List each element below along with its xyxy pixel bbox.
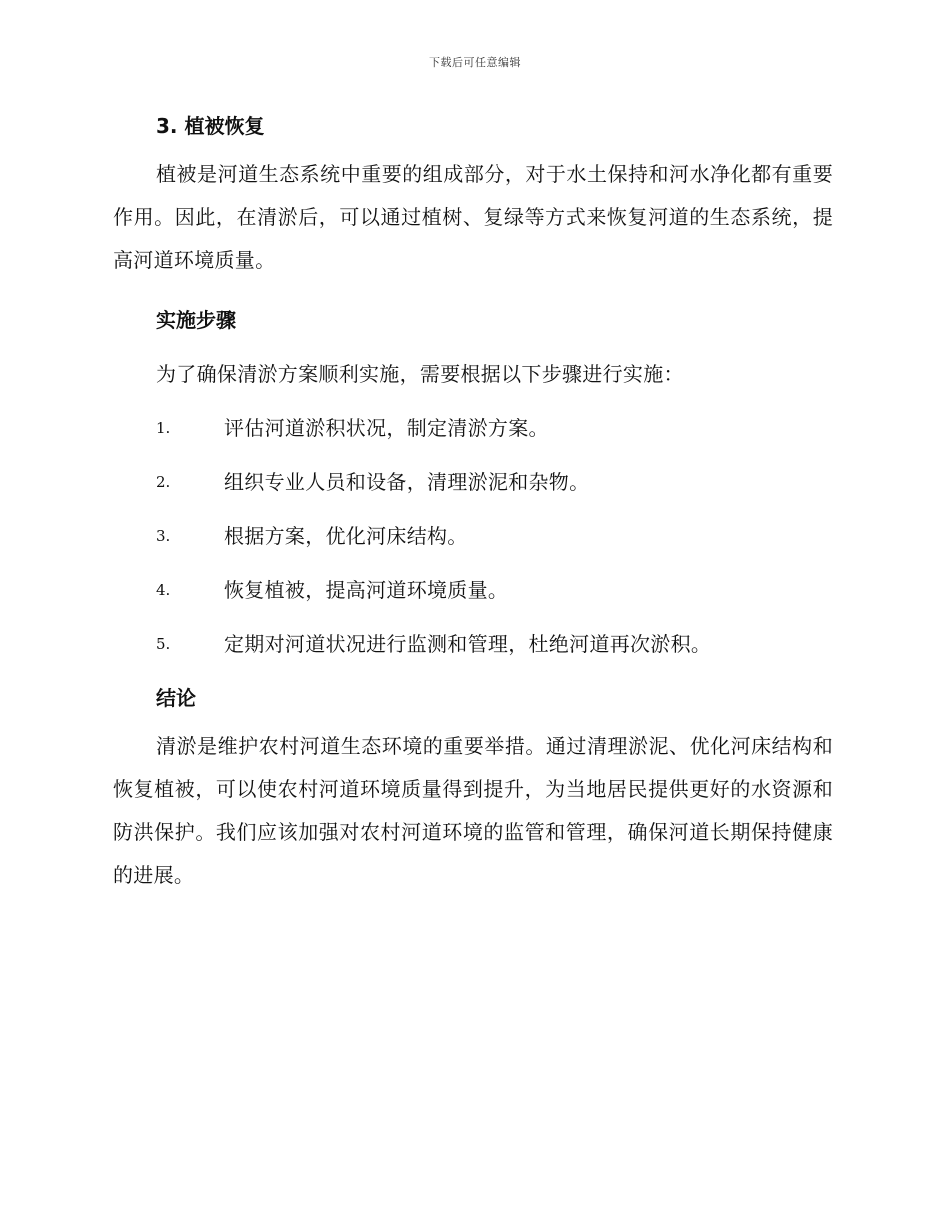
list-item	[113, 630, 833, 658]
list-text: 恢复植被，提高河道环境质量。	[224, 578, 509, 602]
list-text: 评估河道淤积状况，制定清淤方案。	[224, 416, 549, 440]
list-item	[113, 468, 833, 496]
list-text: 定期对河道状况进行监测和管理，杜绝河道再次淤积。	[224, 632, 712, 656]
list-item	[113, 522, 833, 550]
vegetation-paragraph: 植被是河道生态系统中重要的组成部分，对于水土保持和河水净化都有重要作用。因此，在清淤后，可以通过植树、复绿等方式来恢复河道的生态系统，提高河道环境质量。	[113, 162, 833, 272]
list-number: 2.	[156, 473, 171, 491]
list-number: 3.	[156, 527, 171, 545]
document-body	[113, 112, 833, 897]
steps-intro: 为了确保清淤方案顺利实施，需要根据以下步骤进行实施：	[156, 362, 684, 386]
list-number: 4.	[156, 581, 171, 599]
section-heading-vegetation: 3. 植被恢复	[156, 114, 265, 138]
conclusion-paragraph: 清淤是维护农村河道生态环境的重要举措。通过清理淤泥、优化河床结构和恢复植被，可以使农村河道环境质量得到提升，为当地居民提供更好的水资源和防洪保护。我们应该加强对农村河道环境的监管和管理，确保河道长期保持健康的进展。	[113, 734, 833, 887]
list-text: 组织专业人员和设备，清理淤泥和杂物。	[224, 470, 590, 494]
page-header: 下载后可任意编辑	[429, 56, 521, 69]
section-heading-steps: 实施步骤	[156, 308, 236, 332]
list-number: 1.	[156, 419, 171, 437]
list-item	[113, 414, 833, 442]
list-text: 根据方案，优化河床结构。	[224, 524, 468, 548]
section-heading-conclusion: 结论	[156, 686, 196, 710]
list-number: 5.	[156, 635, 171, 653]
list-item	[113, 576, 833, 604]
steps-list	[113, 414, 833, 658]
